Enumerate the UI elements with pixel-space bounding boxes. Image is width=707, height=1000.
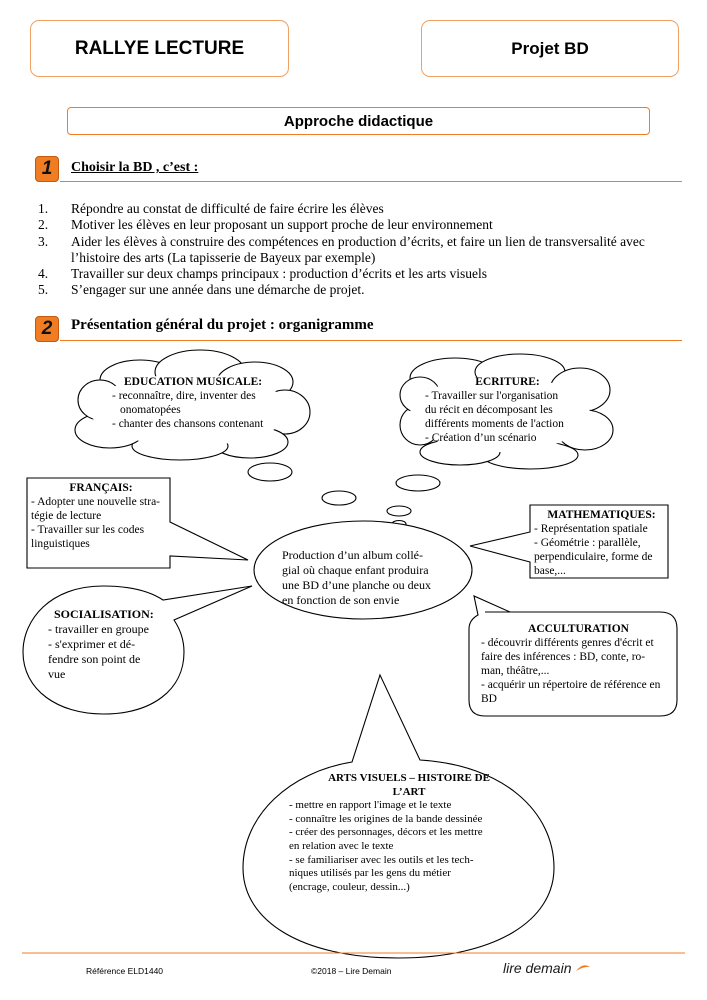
center-text: Production d’un album collé- gial où chaque enfant produira une BD d’une planche ou deux en fonction de son envie (282, 548, 431, 607)
rallye-lecture-title: RALLYE LECTURE (74, 37, 245, 59)
list-item: 3. Aider les élèves à construire des compétences en production d’écrits, et faire un lien de transversalité avec l’histoire des arts (La tapisserie de Bayeux par exemple) (38, 233, 645, 265)
section-2-number: 2 (35, 316, 59, 342)
mathematiques-text: MATHEMATIQUES: - Représentation spatiale - Géométrie : parallèle, perpendiculaire, forme de base,... (534, 509, 656, 577)
footer-brand: lire demain (503, 960, 591, 976)
ecriture-text: ECRITURE: - Travailler sur l'organisation du récit en décomposant les différents moments de l'action - Création d’un scénario (425, 376, 564, 444)
list-item: 2. Motiver les élèves en leur proposant un support proche de leur environnement (38, 217, 493, 233)
arts-visuels-text: ARTS VISUELS – HISTOIRE DE L’ART - mettre en rapport l'image et le texte - connaître les origines de la bande dessinée - créer des personnages, décors et les mettre en relation avec le texte - se familiariser avec les outils et les tech- niques utilisés par les gens du métier (encrage, couleur, dessin...) (289, 772, 490, 893)
list-item: 1. Répondre au constat de difficulté de faire écrire les élèves (38, 201, 384, 216)
list-item: 5. S’engager sur une année dans une démarche de projet. (38, 282, 365, 298)
acculturation-text: ACCULTURATION - découvrir différents genres d'écrit et faire des inférences : BD, conte, ro- man, théâtre,... - acquérir un répertoire de référence en BD (481, 623, 661, 705)
projet-bd-title: Projet BD (511, 38, 589, 58)
section-1-title: Choisir la BD , c’est : (71, 160, 199, 175)
socialisation-text: SOCIALISATION: - travailler en groupe - s'exprimer et dé- fendre son point de vue (48, 607, 154, 681)
brand-swoosh-icon (575, 964, 591, 974)
footer-reference: Référence ELD1440 (86, 966, 164, 976)
footer-copyright: ©2018 – Lire Demain (311, 966, 392, 976)
approche-title: Approche didactique (283, 112, 434, 130)
section-1-number: 1 (35, 156, 59, 182)
list-item: 4. Travailler sur deux champs principaux : production d’écrits et les arts visuels (38, 266, 488, 282)
francais-text: FRANÇAIS: - Adopter une nouvelle stra- tégie de lecture - Travailler sur les codes linguistiques (31, 482, 161, 550)
education-musicale-text: EDUCATION MUSICALE: - reconnaître, dire, inventer des onomatopées - chanter des chansons contenant (112, 376, 264, 430)
section-2-title: Présentation général du projet : organigramme (71, 317, 374, 333)
